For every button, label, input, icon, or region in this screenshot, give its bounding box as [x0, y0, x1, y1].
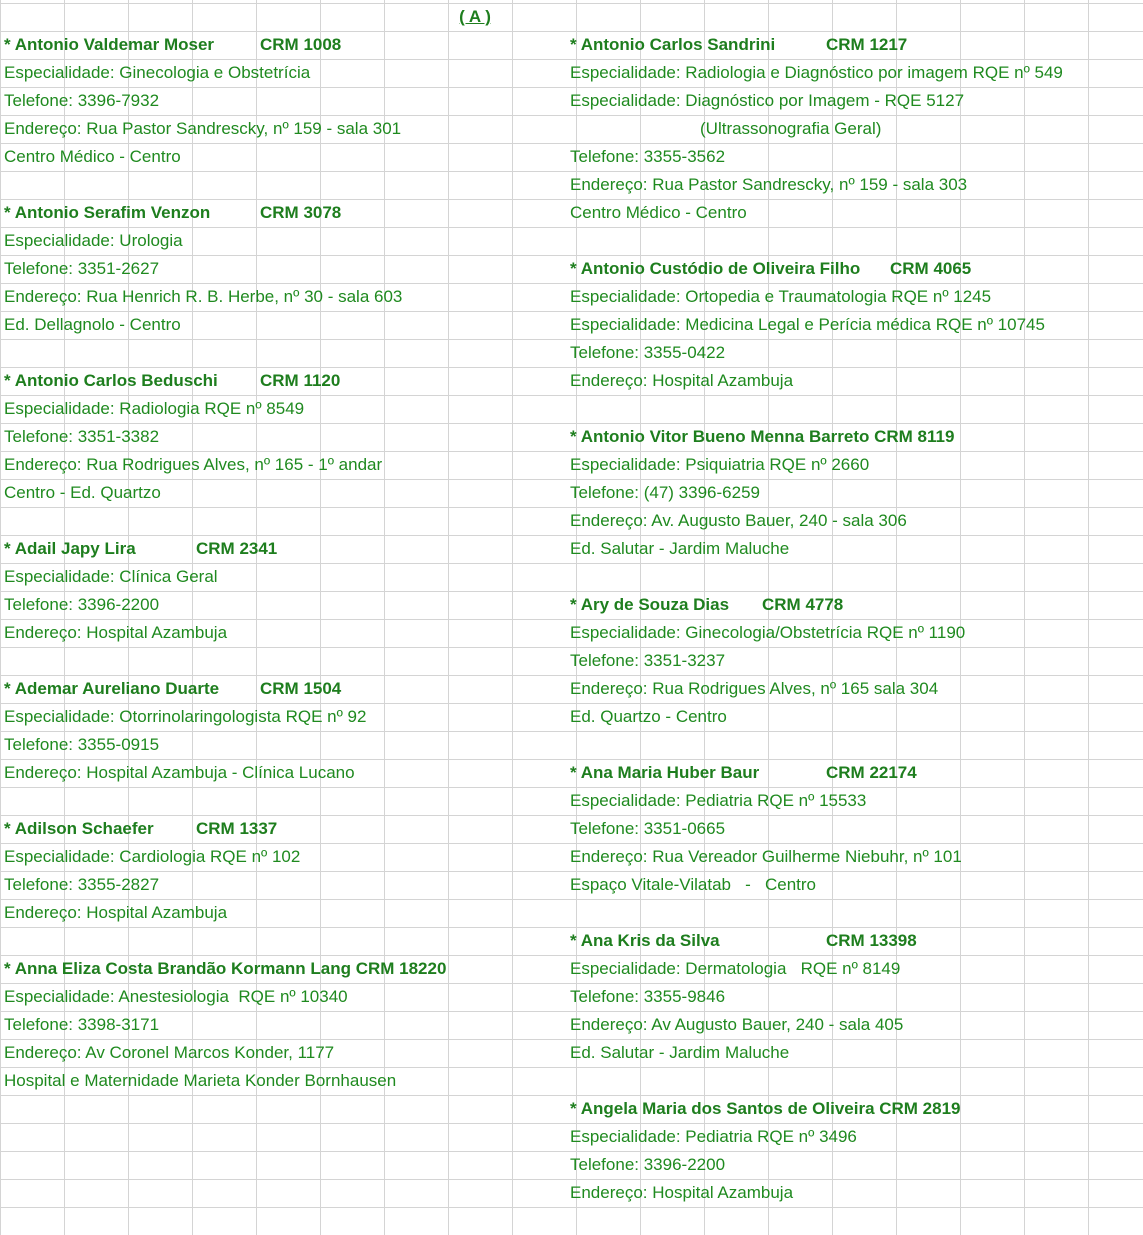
address-line: Endereço: Hospital Azambuja	[4, 623, 228, 642]
phone-line: Telefone: 3355-0422	[570, 343, 726, 362]
doctor-name: * Ary de Souza Dias	[570, 595, 730, 614]
specialty-line: Especialidade: Dermatologia RQE nº 8149	[570, 959, 901, 978]
crm-number: CRM 1217	[826, 35, 908, 54]
crm-number: CRM 2341	[196, 539, 278, 558]
spacer-row	[570, 899, 1140, 927]
crm-number: CRM 13398	[826, 931, 917, 950]
address-line: Centro - Ed. Quartzo	[4, 483, 161, 502]
address-line: Endereço: Rua Rodrigues Alves, nº 165 - 1º andar	[4, 455, 383, 474]
crm-number: CRM 1504	[260, 679, 342, 698]
doctor-heading	[570, 591, 1140, 619]
spacer-row	[570, 731, 1140, 759]
doctor-name: * Antonio Carlos Beduschi	[4, 371, 218, 390]
doctor-name: * Antonio Serafim Venzon	[4, 203, 211, 222]
doctor-name: * Ana Kris da Silva	[570, 931, 720, 950]
phone-line: Telefone: 3355-0915	[4, 735, 160, 754]
address-line: Ed. Salutar - Jardim Maluche	[570, 539, 790, 558]
doctor-name: * Adilson Schaefer	[4, 819, 154, 838]
address-line: Endereço: Rua Rodrigues Alves, nº 165 sala 304	[570, 679, 939, 698]
specialty-line: Especialidade: Urologia	[4, 231, 183, 250]
address-line: Centro Médico - Centro	[4, 147, 181, 166]
doctor-heading	[570, 1095, 1140, 1123]
address-line: Endereço: Av. Augusto Bauer, 240 - sala 306	[570, 511, 907, 530]
right-column	[570, 31, 1140, 1207]
doctor-heading	[4, 367, 564, 395]
crm-number: CRM 22174	[826, 763, 917, 782]
crm-number: CRM 1008	[260, 35, 342, 54]
specialty-line: Especialidade: Ortopedia e Traumatologia RQE nº 1245	[570, 287, 992, 306]
spacer-row	[4, 339, 564, 367]
crm-number: CRM 1337	[196, 819, 278, 838]
doctor-name: * Antonio Valdemar Moser	[4, 35, 215, 54]
specialty-line: Especialidade: Pediatria RQE nº 3496	[570, 1127, 857, 1146]
specialty-line: Especialidade: Radiologia e Diagnóstico por imagem RQE nº 549	[570, 63, 1063, 82]
address-line: Espaço Vitale-Vilatab - Centro	[570, 875, 817, 894]
doctor-heading	[4, 815, 564, 843]
specialty-line: Especialidade: Otorrinolaringologista RQE nº 92	[4, 707, 367, 726]
address-line: Ed. Dellagnolo - Centro	[4, 315, 181, 334]
phone-line: Telefone: 3355-3562	[570, 147, 726, 166]
address-line: Endereço: Rua Pastor Sandrescky, nº 159 - sala 303	[570, 175, 968, 194]
specialty-line: Especialidade: Ginecologia e Obstetrícia	[4, 63, 311, 82]
doctor-heading	[570, 31, 1140, 59]
specialty-line: Especialidade: Ginecologia/Obstetrícia RQE nº 1190	[570, 623, 966, 642]
phone-line: Telefone: 3355-9846	[570, 987, 726, 1006]
doctor-heading	[4, 675, 564, 703]
spacer-row	[570, 395, 1140, 423]
doctor-name: * Ademar Aureliano Duarte	[4, 679, 220, 698]
doctor-heading	[570, 255, 1140, 283]
phone-line: Telefone: 3396-2200	[4, 595, 160, 614]
address-line: Hospital e Maternidade Marieta Konder Bornhausen	[4, 1071, 397, 1090]
specialty-line: Especialidade: Pediatria RQE nº 15533	[570, 791, 867, 810]
doctor-name: * Ana Maria Huber Baur	[570, 763, 760, 782]
address-line: Endereço: Rua Pastor Sandrescky, nº 159 - sala 301	[4, 119, 402, 138]
spacer-row	[570, 227, 1140, 255]
spacer-row	[4, 787, 564, 815]
spacer-row	[4, 171, 564, 199]
phone-line: Telefone: 3355-2827	[4, 875, 160, 894]
address-line: Ed. Salutar - Jardim Maluche	[570, 1043, 790, 1062]
specialty-line: Especialidade: Radiologia RQE nº 8549	[4, 399, 305, 418]
address-line: Ed. Quartzo - Centro	[570, 707, 727, 726]
address-line: Endereço: Av Augusto Bauer, 240 - sala 405	[570, 1015, 904, 1034]
address-line: Centro Médico - Centro	[570, 203, 747, 222]
spacer-row	[570, 563, 1140, 591]
specialty-line: Especialidade: Cardiologia RQE nº 102	[4, 847, 301, 866]
doctor-heading	[570, 759, 1140, 787]
phone-line: Telefone: 3351-3382	[4, 427, 160, 446]
doctor-name: * Angela Maria dos Santos de Oliveira CRM 2819	[570, 1099, 961, 1118]
specialty-note: (Ultrassonografia Geral)	[700, 119, 882, 138]
doctor-name: * Adail Japy Lira	[4, 539, 136, 558]
left-column	[4, 31, 564, 1095]
address-line: Endereço: Hospital Azambuja	[570, 371, 794, 390]
phone-line: Telefone: 3396-7932	[4, 91, 160, 110]
phone-line: Telefone: 3398-3171	[4, 1015, 160, 1034]
phone-line: Telefone: 3351-2627	[4, 259, 160, 278]
doctor-heading	[4, 199, 564, 227]
specialty-line: Especialidade: Anestesiologia RQE nº 10340	[4, 987, 348, 1006]
specialty-line: Especialidade: Medicina Legal e Perícia médica RQE nº 10745	[570, 315, 1045, 334]
address-line: Endereço: Av Coronel Marcos Konder, 1177	[4, 1043, 335, 1062]
crm-number: CRM 4065	[890, 259, 972, 278]
address-line: Endereço: Rua Henrich R. B. Herbe, nº 30 - sala 603	[4, 287, 403, 306]
doctor-name: * Anna Eliza Costa Brandão Kormann Lang CRM 18220	[4, 959, 447, 978]
spacer-row	[4, 507, 564, 535]
crm-number: CRM 3078	[260, 203, 342, 222]
sheet-title: ( A )	[459, 7, 491, 26]
doctor-heading	[4, 955, 564, 983]
address-line: Endereço: Rua Vereador Guilherme Niebuhr, nº 101	[570, 847, 962, 866]
doctor-heading	[570, 927, 1140, 955]
spacer-row	[4, 927, 564, 955]
doctor-heading	[570, 423, 1140, 451]
spacer-row	[570, 1067, 1140, 1095]
doctor-heading	[4, 31, 564, 59]
phone-line: Telefone: (47) 3396-6259	[570, 483, 760, 502]
address-line: Endereço: Hospital Azambuja - Clínica Lucano	[4, 763, 355, 782]
phone-line: Telefone: 3351-3237	[570, 651, 726, 670]
address-line: Endereço: Hospital Azambuja	[570, 1183, 794, 1202]
crm-number: CRM 1120	[260, 371, 341, 390]
specialty-line: Especialidade: Clínica Geral	[4, 567, 218, 586]
doctor-name: * Antonio Carlos Sandrini	[570, 35, 776, 54]
spacer-row	[4, 647, 564, 675]
doctor-heading	[4, 535, 564, 563]
address-line: Endereço: Hospital Azambuja	[4, 903, 228, 922]
phone-line: Telefone: 3351-0665	[570, 819, 726, 838]
doctor-name: * Antonio Custódio de Oliveira Filho	[570, 259, 861, 278]
crm-number: CRM 4778	[762, 595, 844, 614]
specialty-line: Especialidade: Psiquiatria RQE nº 2660	[570, 455, 870, 474]
doctor-name: * Antonio Vitor Bueno Menna Barreto CRM 8119	[570, 427, 955, 446]
specialty-line: Especialidade: Diagnóstico por Imagem - RQE 5127	[570, 91, 965, 110]
phone-line: Telefone: 3396-2200	[570, 1155, 726, 1174]
